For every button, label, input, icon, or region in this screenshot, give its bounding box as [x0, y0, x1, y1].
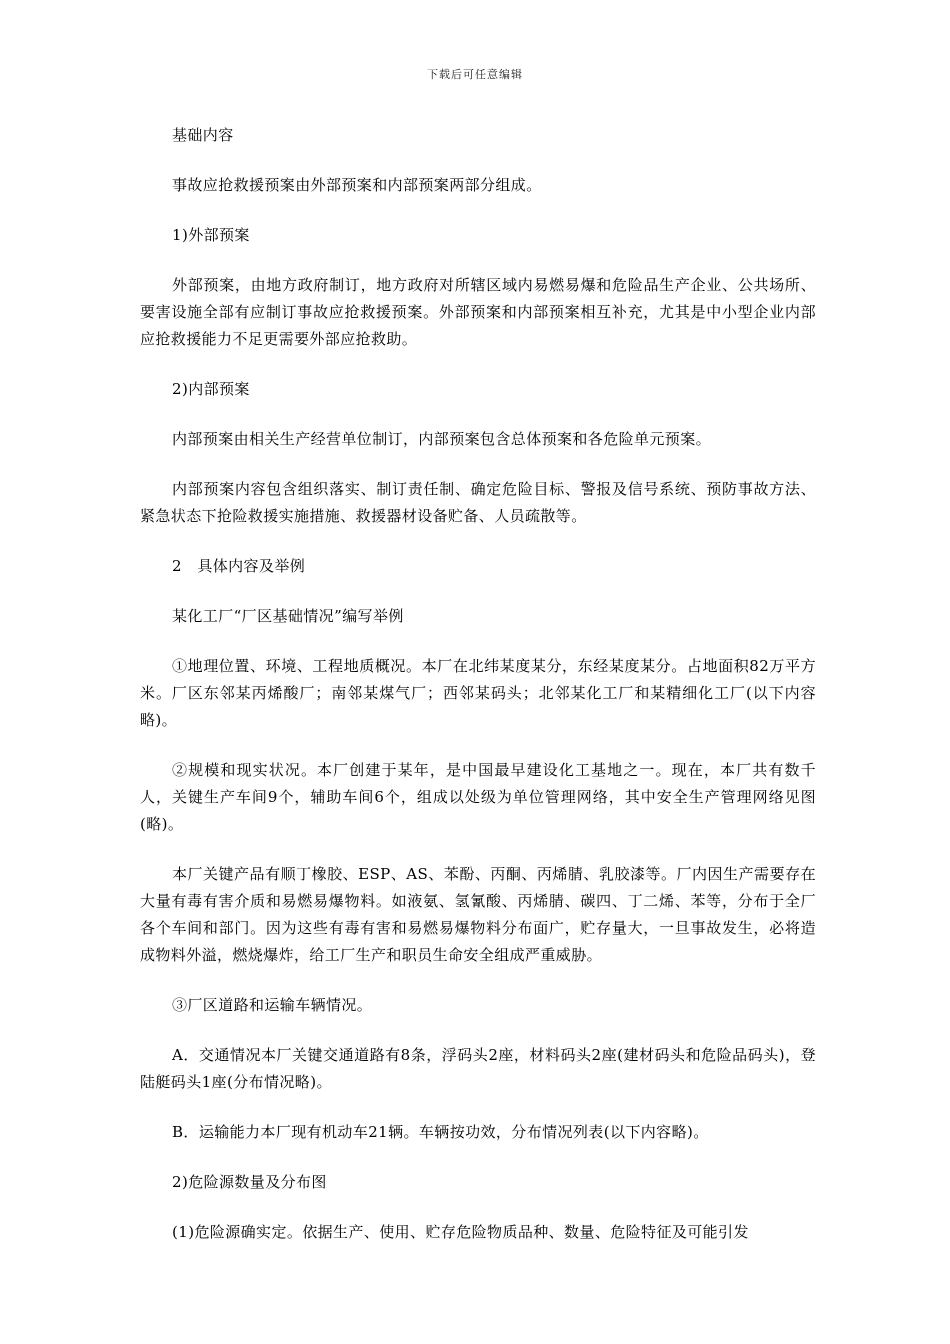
paragraph: 内部预案内容包含组织落实、制订责任制、确定危险目标、警报及信号系统、预防事故方法、紧急状态下抢险救援实施措施、救援器材设备贮备、人员疏散等。 — [140, 480, 816, 525]
paragraph: ③厂区道路和运输车辆情况。 — [172, 996, 373, 1014]
paragraph: (1)危险源确实定。依据生产、使用、贮存危险物质品种、数量、危险特征及可能引发 — [172, 1223, 749, 1241]
document-body — [140, 122, 816, 1269]
paragraph: A．交通情况本厂关键交通道路有8条，浮码头2座，材料码头2座(建材码头和危险品码头)，登陆艇码头1座(分布情况略)。 — [140, 1046, 816, 1091]
paragraph-heading-hazard-sources: 2)危险源数量及分布图 — [172, 1173, 327, 1191]
paragraph: 内部预案由相关生产经营单位制订，内部预案包含总体预案和各危险单元预案。 — [172, 430, 712, 448]
paragraph: 外部预案，由地方政府制订，地方政府对所辖区域内易燃易爆和危险品生产企业、公共场所、要害设施全部有应制订事故应抢救援预案。外部预案和内部预案相互补充，尤其是中小型企业内部应抢救援能力不足更需要外部应抢救助。 — [140, 276, 816, 348]
paragraph-heading-specific-content: 2 具体内容及举例 — [172, 557, 306, 575]
paragraph: 某化工厂“厂区基础情况”编写举例 — [172, 607, 404, 625]
header-note: 下载后可任意编辑 — [427, 68, 523, 81]
paragraph: ①地理位置、环境、工程地质概况。本厂在北纬某度某分，东经某度某分。占地面积82万平方米。厂区东邻某丙烯酸厂；南邻某煤气厂；西邻某码头；北邻某化工厂和某精细化工厂(以下内容略)。 — [140, 657, 816, 729]
paragraph: 本厂关键产品有顺丁橡胶、ESP、AS、苯酚、丙酮、丙烯腈、乳胶漆等。厂内因生产需要存在大量有毒有害介质和易燃易爆物料。如液氨、氢氰酸、丙烯腈、碳四、丁二烯、苯等，分布于全厂各个车间和部门。因为这些有毒有害和易燃易爆物料分布面广，贮存量大，一旦事故发生，必将造成物料外溢，燃烧爆炸，给工厂生产和职员生命安全组成严重威胁。 — [140, 865, 816, 964]
paragraph-heading-external-plan: 1)外部预案 — [172, 226, 250, 244]
paragraph: ②规模和现实状况。本厂创建于某年，是中国最早建设化工基地之一。现在，本厂共有数千人，关键生产车间9个，辅助车间6个，组成以处级为单位管理网络，其中安全生产管理网络见图(略)。 — [140, 761, 816, 833]
paragraph: B．运输能力本厂现有机动车21辆。车辆按功效，分布情况列表(以下内容略)。 — [172, 1123, 709, 1141]
paragraph: 事故应抢救援预案由外部预案和内部预案两部分组成。 — [172, 176, 542, 194]
paragraph-heading-basic-content: 基础内容 — [172, 126, 234, 144]
paragraph-heading-internal-plan: 2)内部预案 — [172, 380, 250, 398]
